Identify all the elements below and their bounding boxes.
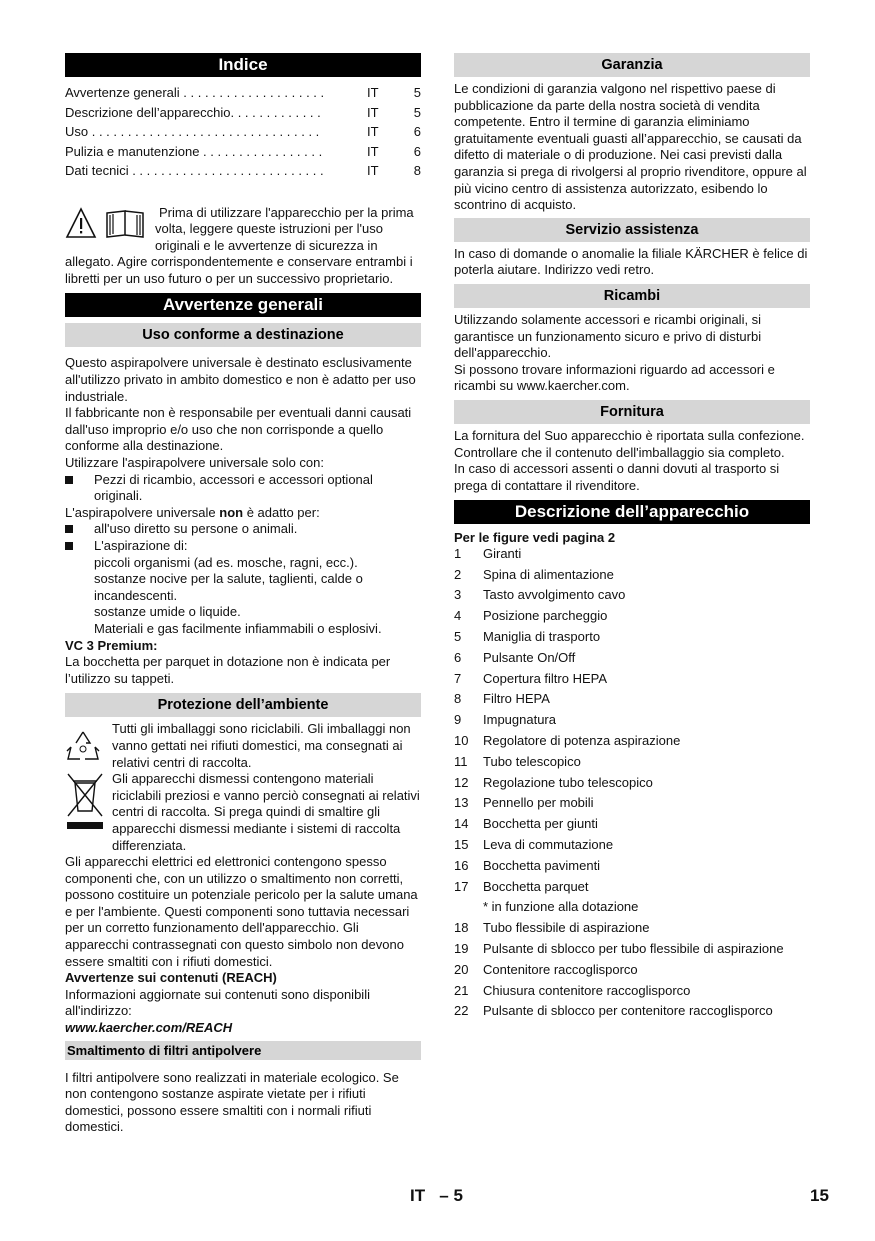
reach-link[interactable]: www.kaercher.com/REACH <box>65 1020 233 1036</box>
list-item: all'uso diretto su persone o animali. <box>65 521 421 538</box>
item-label: Regolazione tubo telescopico <box>483 774 653 790</box>
item-number: 17 <box>454 878 469 894</box>
footer-page-number: 15 <box>810 1186 829 1205</box>
item-number: 10 <box>454 733 469 749</box>
item-label: Pulsante di sblocco per contenitore raccoglisporco <box>483 1003 773 1019</box>
list-item <box>454 856 810 877</box>
warning-manual-icon <box>65 207 149 239</box>
paragraph: In caso di domande o anomalie la filiale KÄRCHER è felice di poterla aiutare. Indirizzo vedi retro. <box>454 245 808 278</box>
paragraph: La fornitura del Suo apparecchio è riportata sulla confezione. Controllare che il contenuto dell'imballaggio sia completo. <box>454 427 805 460</box>
sub-item: piccoli organismi (ad es. mosche, ragni, ecc.). <box>94 554 358 570</box>
item-label: Chiusura contenitore raccoglisporco <box>483 982 691 998</box>
item-label: Bocchetta parquet <box>483 878 589 894</box>
left-column <box>65 53 421 1136</box>
paragraph: I filtri antipolvere sono realizzati in materiale ecologico. Se non contengono sostanze aspirate vietate per i rifiuti domestici, possono essere smaltiti con i normali rifiuti domestici. <box>65 1069 399 1135</box>
list-item <box>454 897 810 918</box>
item-label: Contenitore raccoglisporco <box>483 961 638 977</box>
bullet-list <box>65 472 421 505</box>
toc-row[interactable]: Pulizia e manutenzione . . . . . . . . . . . . . . . . . IT 6 <box>65 143 421 159</box>
list-item <box>454 669 810 690</box>
paragraph: Il fabbricante non è responsabile per eventuali danni causati dall'uso improprio e/o uso che non corrisponde a quello conforme alla destinazione. <box>65 405 412 454</box>
list-item <box>454 960 810 981</box>
list-item <box>454 835 810 856</box>
item-number: 5 <box>454 629 462 645</box>
item-label: * in funzione alla dotazione <box>483 899 639 915</box>
vc-title: VC 3 Premium: <box>65 637 158 653</box>
item-number: 9 <box>454 712 462 728</box>
paragraph: Utilizzare l'aspirapolvere universale solo con: <box>65 455 324 471</box>
item-number: 2 <box>454 566 462 582</box>
subsection-heading-garanzia: Garanzia <box>454 53 810 77</box>
list-item <box>454 773 810 794</box>
subsection-heading-environment: Protezione dell’ambiente <box>65 693 421 717</box>
list-item <box>454 793 810 814</box>
right-column <box>454 53 810 1022</box>
safety-warning <box>65 205 421 288</box>
list-item <box>454 752 810 773</box>
item-number: 20 <box>454 961 469 977</box>
item-number: 3 <box>454 587 462 603</box>
table-of-contents <box>65 83 421 181</box>
weee-note: Gli apparecchi dismessi contengono materiali riciclabili preziosi e vanno perciò consegnati ai relativi centri di raccolta. Si prega quindi di smaltire gli apparecchi dismessi mediante i sistemi di raccolta differenziata. <box>65 771 421 854</box>
reach-title: Avvertenze sui contenuti (REACH) <box>65 970 277 986</box>
bullet-list <box>65 521 421 554</box>
paragraph: Si possono trovare informazioni riguardo ad accessori e ricambi su www.kaercher.com. <box>454 361 775 394</box>
list-item <box>454 877 810 898</box>
item-label: Copertura filtro HEPA <box>483 670 608 686</box>
paragraph: Informazioni aggiornate sui contenuti sono disponibili all'indirizzo: <box>65 986 370 1019</box>
item-number: 1 <box>454 545 462 561</box>
paragraph: L'aspirapolvere universale non è adatto per: <box>65 504 320 520</box>
item-number: 4 <box>454 608 462 624</box>
item-label: Regolatore di potenza aspirazione <box>483 733 681 749</box>
list-item <box>454 648 810 669</box>
toc-row[interactable]: Uso . . . . . . . . . . . . . . . . . . . . . . . . . . . . . . . . IT 6 <box>65 124 421 139</box>
subsection-heading-servizio: Servizio assistenza <box>454 218 810 242</box>
list-item <box>454 731 810 752</box>
list-item <box>454 981 810 1002</box>
item-number: 21 <box>454 982 469 998</box>
item-label: Maniglia di trasporto <box>483 629 601 645</box>
item-number: 19 <box>454 941 469 957</box>
recycling-note: Tutti gli imballaggi sono riciclabili. Gli imballaggi non vanno gettati nei rifiuti domestici, ma consegnati ai relativi centri di raccolta. <box>65 721 421 771</box>
list-item <box>454 939 810 960</box>
item-number: 18 <box>454 920 469 936</box>
item-label: Pulsante di sblocco per tubo flessibile di aspirazione <box>483 941 784 957</box>
list-item <box>454 606 810 627</box>
recycle-icon <box>65 729 101 763</box>
figure-note: Per le figure vedi pagina 2 <box>454 530 616 546</box>
item-label: Leva di commutazione <box>483 837 614 853</box>
paragraph: In caso di accessori assenti o danni dovuti al trasporto si prega di contattare il rivenditore. <box>454 461 780 493</box>
item-number: 22 <box>454 1003 469 1019</box>
crossed-bin-icon <box>65 771 105 831</box>
item-number: 12 <box>454 774 469 790</box>
item-number: 16 <box>454 857 469 873</box>
item-number: 13 <box>454 795 469 811</box>
subsection-heading-uso: Uso conforme a destinazione <box>65 323 421 347</box>
sub-item: sostanze umide o liquide. <box>94 604 241 620</box>
item-label: Tasto avvolgimento cavo <box>483 587 626 603</box>
toc-row[interactable]: Descrizione dell’apparecchio. . . . . . . . . . . . . IT 5 <box>65 104 421 120</box>
item-label: Tubo telescopico <box>483 753 581 769</box>
square-bullet-icon <box>65 525 73 533</box>
warning-text: Prima di utilizzare l'apparecchio per la prima volta, leggere queste istruzioni per l'uso originali e le avvertenze di sicurezza in allegato. Agire corrispondentemente e conservare entrambi i libretti per un uso futuro o per un successivo proprietario. <box>65 204 414 286</box>
sub-item: sostanze nocive per la salute, taglienti, calde o incandescenti. <box>94 571 363 603</box>
item-label: Posizione parcheggio <box>483 608 608 624</box>
list-item <box>454 627 810 648</box>
list-item: Pezzi di ricambio, accessori e accessori optional originali. <box>65 472 421 505</box>
item-label: Giranti <box>483 545 522 561</box>
list-item: L'aspirazione di: <box>65 538 421 555</box>
item-number: 7 <box>454 670 462 686</box>
item-number: 6 <box>454 649 462 665</box>
item-number: 15 <box>454 837 469 853</box>
section-heading-general: Avvertenze generali <box>65 293 421 317</box>
parts-list <box>454 544 810 1022</box>
list-item <box>454 918 810 939</box>
footer-language-page: IT – 5 <box>410 1186 463 1205</box>
square-bullet-icon <box>65 476 73 484</box>
paragraph: Questo aspirapolvere universale è destinato esclusivamente all'utilizzo privato in ambito domestico e non è adatto per uso industriale. <box>65 355 416 404</box>
paragraph: La bocchetta per parquet in dotazione non è indicata per l’utilizzo su tappeti. <box>65 654 391 686</box>
square-bullet-icon <box>65 542 73 550</box>
section-heading-description: Descrizione dell’apparecchio <box>454 500 810 524</box>
subsection-heading-ricambi: Ricambi <box>454 284 810 308</box>
item-number <box>454 897 483 918</box>
toc-row[interactable]: Avvertenze generali . . . . . . . . . . . . . . . . . . . . IT 5 <box>65 85 421 100</box>
item-label: Bocchetta pavimenti <box>483 857 601 873</box>
item-label: Tubo flessibile di aspirazione <box>483 920 650 936</box>
item-number: 14 <box>454 816 469 832</box>
item-label: Pulsante On/Off <box>483 649 576 665</box>
list-item <box>454 565 810 586</box>
item-label: Pennello per mobili <box>483 795 594 811</box>
subsection-heading-filters: Smaltimento di filtri antipolvere <box>65 1041 421 1060</box>
paragraph: Utilizzando solamente accessori e ricambi originali, si garantisce un funzionamento sicuro e privo di disturbi dell'apparecchio. <box>454 311 762 361</box>
paragraph: Le condizioni di garanzia valgono nel rispettivo paese di pubblicazione da parte della nostra società di vendita competente. Entro il termine di garanzia eliminiamo gratuitamente eventuali guasti all’apparecchio, se causati da difetto di materiale o di produzione. Nei casi previsti dalla garanzia si prega di rivolgersi al proprio rivenditore, oppure al più vicino centro di assistenza autorizzato, esibendo lo scontrino di acquisto. <box>454 81 807 213</box>
toc-heading: Indice <box>65 53 421 77</box>
sub-item: Materiali e gas facilmente infiammabili o esplosivi. <box>94 620 382 636</box>
list-item <box>454 689 810 710</box>
list-item <box>454 585 810 606</box>
list-item <box>454 710 810 731</box>
list-item <box>454 544 810 565</box>
item-label: Filtro HEPA <box>483 691 550 707</box>
paragraph: Gli apparecchi elettrici ed elettronici contengono spesso componenti che, con un utilizzo o smaltimento non corretti, possono costituire un potenziale pericolo per la salute umana e per l'ambiente. Questi componenti sono tuttavia necessari per un corretto funzionamento dell'apparecchio. Gli apparecchi contrassegnati con questo simbolo non devono essere smaltiti con i rifiuti domestici. <box>65 854 418 969</box>
subsection-heading-fornitura: Fornitura <box>454 400 810 424</box>
item-number: 11 <box>454 753 468 769</box>
list-item <box>454 814 810 835</box>
item-label: Spina di alimentazione <box>483 566 614 582</box>
toc-row[interactable]: Dati tecnici . . . . . . . . . . . . . . . . . . . . . . . . . . . IT 8 <box>65 163 421 178</box>
item-label: Bocchetta per giunti <box>483 816 598 832</box>
item-number: 8 <box>454 691 462 707</box>
item-label: Impugnatura <box>483 712 556 728</box>
list-item <box>454 1001 810 1022</box>
